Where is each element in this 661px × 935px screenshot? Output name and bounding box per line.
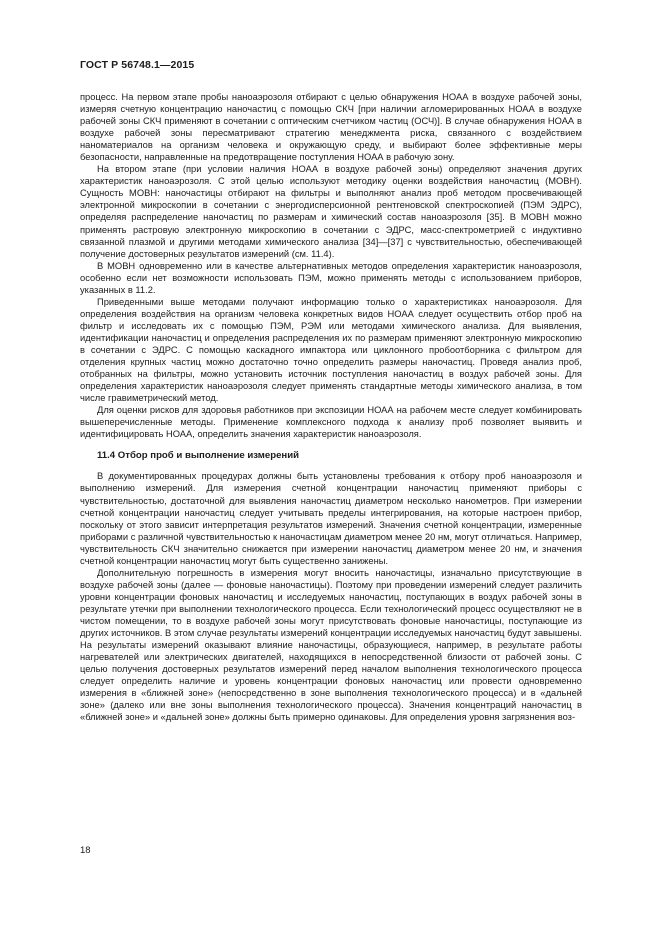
page-number: 18	[80, 845, 91, 856]
paragraph: Дополнительную погрешность в измерения могут вносить наночастицы, изначально присутствующие в воздухе рабочей зоны (далее — фоновые наночастицы). Поэтому при проведении измерений следует различить уровни концентрации фоновых наночастиц и исследуемых наночастиц, поступающих в воздух рабочей зоны в результате утечки при выполнении технологического процесса. Если технологический процесс осуществляют не в чистом помещении, то в воздухе рабочей зоны могут присутствовать фоновые наночастицы, поступающие из других источников. В этом случае результаты измерений концентрации исследуемых наночастиц будут завышены. На результаты измерений оказывают влияние наночастицы, образующиеся, например, в результате работы нагревателей или электрических двигателей, находящихся в непосредственной близости от рабочей зоны. С целью получения достоверных результатов измерений перед началом выполнения технологического процесса следует определить наличие и уровень концентрации фоновых наночастиц или провести одновременно измерения в «ближней зоне» (непосредственно в зоне выполнения технологического процесса) и в «дальней зоне» (далеко или вне зоны выполнения технологического процесса). Значения концентраций наночастиц в «ближней зоне» и «дальней зоне» должны быть примерно одинаковы. Для определения уровня загрязнения воз-	[80, 567, 582, 723]
paragraph: Приведенными выше методами получают информацию только о характеристиках наноаэрозоля. Для определения воздействия на организм человека конкретных видов НОАА следует осуществить отбор проб на фильтр и исследовать их с помощью ПЭМ, РЭМ или методами химического анализа. Для выявления, идентификации наночастиц и определения распределения их по размерам применяют электронную микроскопию в сочетании с ЭДРС. С помощью каскадного импактора или циклонного пробоотборника с фильтром для отделения крупных частиц можно достаточно точно определить размеры наночастиц. Проведя анализ проб, отобранных на фильтры, можно установить источник поступления наночастиц в воздух рабочей зоны. Для определения характеристик наноаэрозоля следует применять стандартные методы химического анализа, в том числе гравиметрический метод.	[80, 296, 582, 404]
body-text	[80, 91, 582, 723]
paragraph: На втором этапе (при условии наличия НОАА в воздухе рабочей зоны) определяют значения других характеристик наноаэрозоля. С этой целью используют методику оценки воздействия наночастиц (МОВН). Сущность МОВН: наночастицы отбирают на фильтры и выполняют анализ проб методом просвечивающей электронной микроскопии в сочетании с энергодисперсионной рентгеновской спектроскопией (ПЭМ ЭДРС), определяя распределение наночастиц по размерам и химический состав наноаэрозоля [35]. В МОВН можно применять растровую электронную микроскопию в сочетании с ЭДРС, масс-спектрометрией с индуктивно связанной плазмой и другими методами химического анализа [34]—[37] с чувствительностью, обеспечивающей получение достоверных результатов измерений (см. 11.4).	[80, 164, 582, 259]
paragraph: процесс. На первом этапе пробы наноаэрозоля отбирают с целью обнаружения НОАА в воздухе рабочей зоны, измеряя счетную концентрацию наночастиц с помощью СКЧ [при наличии агломерированных НОАА в воздухе рабочей зоны СКЧ применяют в сочетании с оптическим счетчиком частиц (ОСЧ)]. В случае обнаружения НОАА в воздухе рабочей зоны пересматривают стратегию менеджмента риска, связанного с воздействием наноматериалов на организм человека и окружающую среду, и выбирают более эффективные меры безопасности, направленные на предотвращение поступления НОАА в рабочую зону.	[80, 92, 582, 163]
paragraph: Для оценки рисков для здоровья работников при экспозиции НОАА на рабочем месте следует комбинировать вышеперечисленные методы. Применение комплексного подхода к анализу проб позволяет выявить и идентифицировать НОАА, определить значения характеристик наноаэрозоля.	[80, 405, 582, 440]
paragraph: В документированных процедурах должны быть установлены требования к отбору проб наноаэрозоля и выполнению измерений. Для измерения счетной концентрации наночастиц применяют приборы с чувствительностью, достаточной для выявления наночастиц диаметром несколько нанометров. При измерении счетной концентрации наночастиц следует учитывать пределы интегрирования, на которые настроен прибор, поскольку от этого зависит интерпретация результатов измерений. Значения счетной концентрации, измеренные приборами с различной чувствительностью к наночастицам диаметром менее 20 нм, могут отличаться. Например, чувствительность СКЧ значительно снижается при измерении наночастиц диаметром менее 20 нм, и значения счетной концентрации наночастиц могут быть существенно занижены.	[80, 471, 582, 566]
standard-header: ГОСТ Р 56748.1—2015	[80, 59, 195, 71]
section-title: 11.4 Отбор проб и выполнение измерений	[97, 450, 300, 462]
paragraph: В МОВН одновременно или в качестве альтернативных методов определения характеристик наноаэрозоля, особенно если нет возможности использовать ПЭМ, можно применять методы с использованием приборов, указанных в 11.2.	[80, 260, 582, 295]
